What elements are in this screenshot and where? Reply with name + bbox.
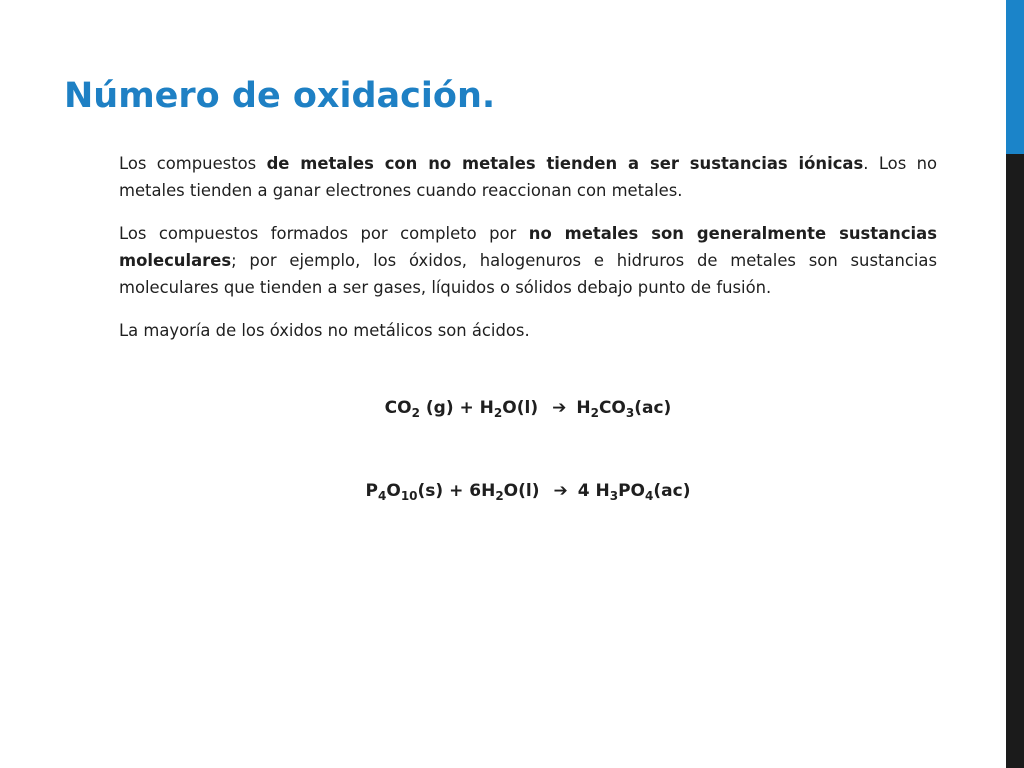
- side-accent-blue: [1006, 0, 1024, 154]
- paragraph-1-text-a: Los compuestos: [119, 154, 267, 173]
- eq2-product-tail: (ac): [653, 481, 691, 501]
- eq1-product-tail: (ac): [634, 398, 672, 418]
- eq2-subscript: 4: [378, 489, 387, 503]
- eq2-subscript: 10: [400, 489, 418, 503]
- eq1-subscript: 2: [411, 406, 420, 420]
- slide-body: [119, 150, 937, 360]
- side-accent-bar: [1006, 0, 1024, 768]
- paragraph-2-text-b: ; por ejemplo, los óxidos, halogenuros e hidruros de metales son sustancias moleculares que tienden a ser gases, líquidos o sólidos debajo punto de fusión.: [119, 251, 937, 297]
- eq2-subscript: 3: [609, 489, 619, 503]
- paragraph-1-bold: de metales con no metales tienden a ser sustancias iónicas: [266, 154, 864, 173]
- slide-title: Número de oxidación.: [64, 76, 496, 116]
- equation-2: [119, 481, 937, 501]
- paragraph-1-text-b: . Los no metales tienden a ganar electrones cuando reaccionan con metales.: [119, 154, 938, 200]
- eq1-product-mid: CO: [598, 398, 626, 418]
- eq2-reactant-1: P: [365, 481, 378, 501]
- eq1-reactant-1: CO: [384, 398, 412, 418]
- eq1-product: H: [576, 398, 591, 418]
- eq1-reactant-2-tail: O(l): [502, 398, 539, 418]
- arrow-right-icon: ➔: [552, 398, 567, 418]
- eq2-product-mid: PO: [618, 481, 646, 501]
- eq1-subscript: 2: [493, 406, 503, 420]
- eq1-subscript: 2: [590, 406, 599, 420]
- eq2-subscript: 4: [645, 489, 654, 503]
- arrow-right-icon: ➔: [553, 481, 568, 501]
- paragraph-3: La mayoría de los óxidos no metálicos son ácidos.: [119, 321, 530, 340]
- eq2-reactant-1-mid: O: [386, 481, 401, 501]
- eq2-reactant-1-tail: (s) + 6H: [417, 481, 496, 501]
- eq1-subscript: 3: [625, 406, 635, 420]
- eq2-product: 4 H: [577, 481, 610, 501]
- paragraph-2: [119, 220, 937, 301]
- eq2-reactant-2-tail: O(l): [503, 481, 540, 501]
- eq1-reactant-1-tail: (g) + H: [419, 398, 494, 418]
- paragraph-2-bold: no metales son generalmente sustancias moleculares: [119, 224, 937, 270]
- eq2-subscript: 2: [495, 489, 504, 503]
- equation-1: [119, 398, 937, 418]
- paragraph-2-text-a: Los compuestos formados por completo por: [119, 224, 529, 243]
- paragraph-1: [119, 150, 937, 204]
